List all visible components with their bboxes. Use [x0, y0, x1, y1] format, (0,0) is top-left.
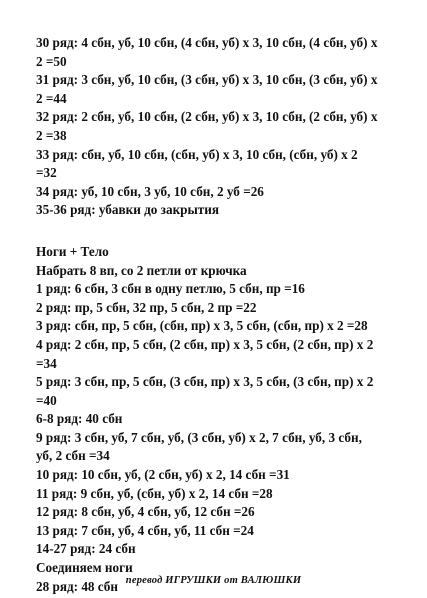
text-line: 30 ряд: 4 сбн, уб, 10 сбн, (4 сбн, уб) х 3, 10 сбн, (4 сбн, уб) х: [36, 35, 378, 50]
text-line: 11 ряд: 9 сбн, уб, (сбн, уб) х 2, 14 сбн =28: [36, 485, 273, 501]
text-line: 35-36 ряд: убавки до закрытия: [36, 202, 220, 218]
text-line: 34 ряд: уб, 10 сбн, 3 уб, 10 сбн, 2 уб =26: [36, 183, 264, 199]
text-line: 28 ряд: 48 сбн: [36, 578, 119, 594]
text-line: 1 ряд: 6 сбн, 3 сбн в одну петлю, 5 сбн, пр =16: [36, 281, 305, 297]
section-rows-30-36: [36, 34, 406, 220]
text-line: 2 =38: [36, 127, 67, 143]
text-line: 2 ряд: пр, 5 сбн, 32 пр, 5 сбн, 2 пр =22: [36, 299, 257, 315]
text-line: Соединяем ноги: [36, 560, 133, 576]
text-line: уб, 2 сбн =34: [36, 448, 110, 464]
section-heading: Ноги + Тело: [36, 243, 109, 259]
text-line: 32 ряд: 2 сбн, уб, 10 сбн, (2 сбн, уб) х 3, 10 сбн, (2 сбн, уб) х: [36, 109, 378, 125]
text-line: 2 =44: [36, 90, 67, 106]
text-line: 6-8 ряд: 40 сбн: [36, 411, 123, 427]
text-line: 10 ряд: 10 сбн, уб, (2 сбн, уб) х 2, 14 сбн =31: [36, 467, 290, 483]
text-line: 5 ряд: 3 сбн, пр, 5 сбн, (3 сбн, пр) х 3, 5 сбн, (3 сбн, пр) х 2: [36, 374, 374, 390]
text-line: =40: [36, 392, 57, 408]
text-line: 14-27 ряд: 24 сбн: [36, 541, 136, 557]
text-line: 13 ряд: 7 сбн, уб, 4 сбн, уб, 11 сбн =24: [36, 522, 254, 538]
text-line: 2 =50: [36, 53, 67, 69]
text-line: 3 ряд: сбн, пр, 5 сбн, (сбн, пр) х 3, 5 сбн, (сбн, пр) х 2 =28: [36, 318, 368, 334]
translator-credit: перевод ИГРУШКИ от ВАЛЮШКИ: [125, 575, 302, 586]
section-gap: [36, 220, 406, 243]
section-legs-body: [36, 243, 406, 596]
pattern-text: [36, 34, 406, 596]
text-line: Набрать 8 вп, со 2 петли от крючка: [36, 262, 247, 278]
text-line: 33 ряд: сбн, уб, 10 сбн, (сбн, уб) х 3, 10 сбн, (сбн, уб) х 2: [36, 146, 358, 162]
text-line: 31 ряд: 3 сбн, уб, 10 сбн, (3 сбн, уб) х 3, 10 сбн, (3 сбн, уб) х: [36, 72, 378, 88]
text-line: 4 ряд: 2 сбн, пр, 5 сбн, (2 сбн, пр) х 3, 5 сбн, (2 сбн, пр) х 2: [36, 336, 374, 352]
text-line: =32: [36, 165, 57, 181]
text-line: 9 ряд: 3 сбн, уб, 7 сбн, уб, (3 сбн, уб) х 2, 7 сбн, уб, 3 сбн,: [36, 429, 362, 445]
text-line: 12 ряд: 8 сбн, уб, 4 сбн, уб, 12 сбн =26: [36, 504, 255, 520]
text-line: =34: [36, 355, 57, 371]
